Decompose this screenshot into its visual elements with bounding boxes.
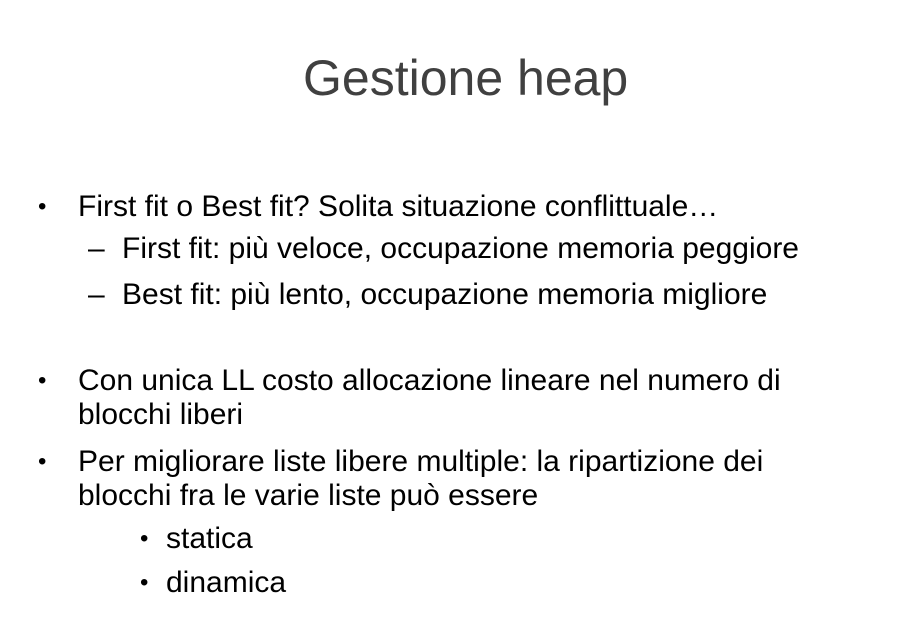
bullet-marker: • [38, 367, 47, 394]
bullet-marker: • [38, 448, 47, 475]
sub-bullet-marker: • [140, 569, 149, 596]
subitem-dinamica: dinamica [166, 566, 287, 599]
bullet-text-single-ll-line-2: blocchi liberi [78, 398, 244, 431]
sub-bullet-marker: • [140, 525, 149, 552]
bullet-text-multiple-lists-line-2: blocchi fra le varie liste può essere [78, 479, 539, 512]
subitem-best-fit: Best fit: più lento, occupazione memoria migliore [122, 278, 768, 311]
slide-title: Gestione heap [303, 50, 629, 106]
bullet-text-multiple-lists-line-1: Per migliorare liste libere multiple: la ripartizione dei [78, 445, 764, 478]
bullet-text-first-fit-or-best-fit: First fit o Best fit? Solita situazione conflittuale… [78, 190, 719, 223]
subitem-first-fit: First fit: più veloce, occupazione memoria peggiore [122, 232, 799, 265]
dash-marker: – [88, 232, 105, 265]
bullet-marker: • [38, 193, 47, 220]
dash-marker: – [88, 278, 105, 311]
subitem-statica: statica [166, 522, 253, 555]
bullet-text-single-ll-line-1: Con unica LL costo allocazione lineare nel numero di [78, 364, 781, 397]
